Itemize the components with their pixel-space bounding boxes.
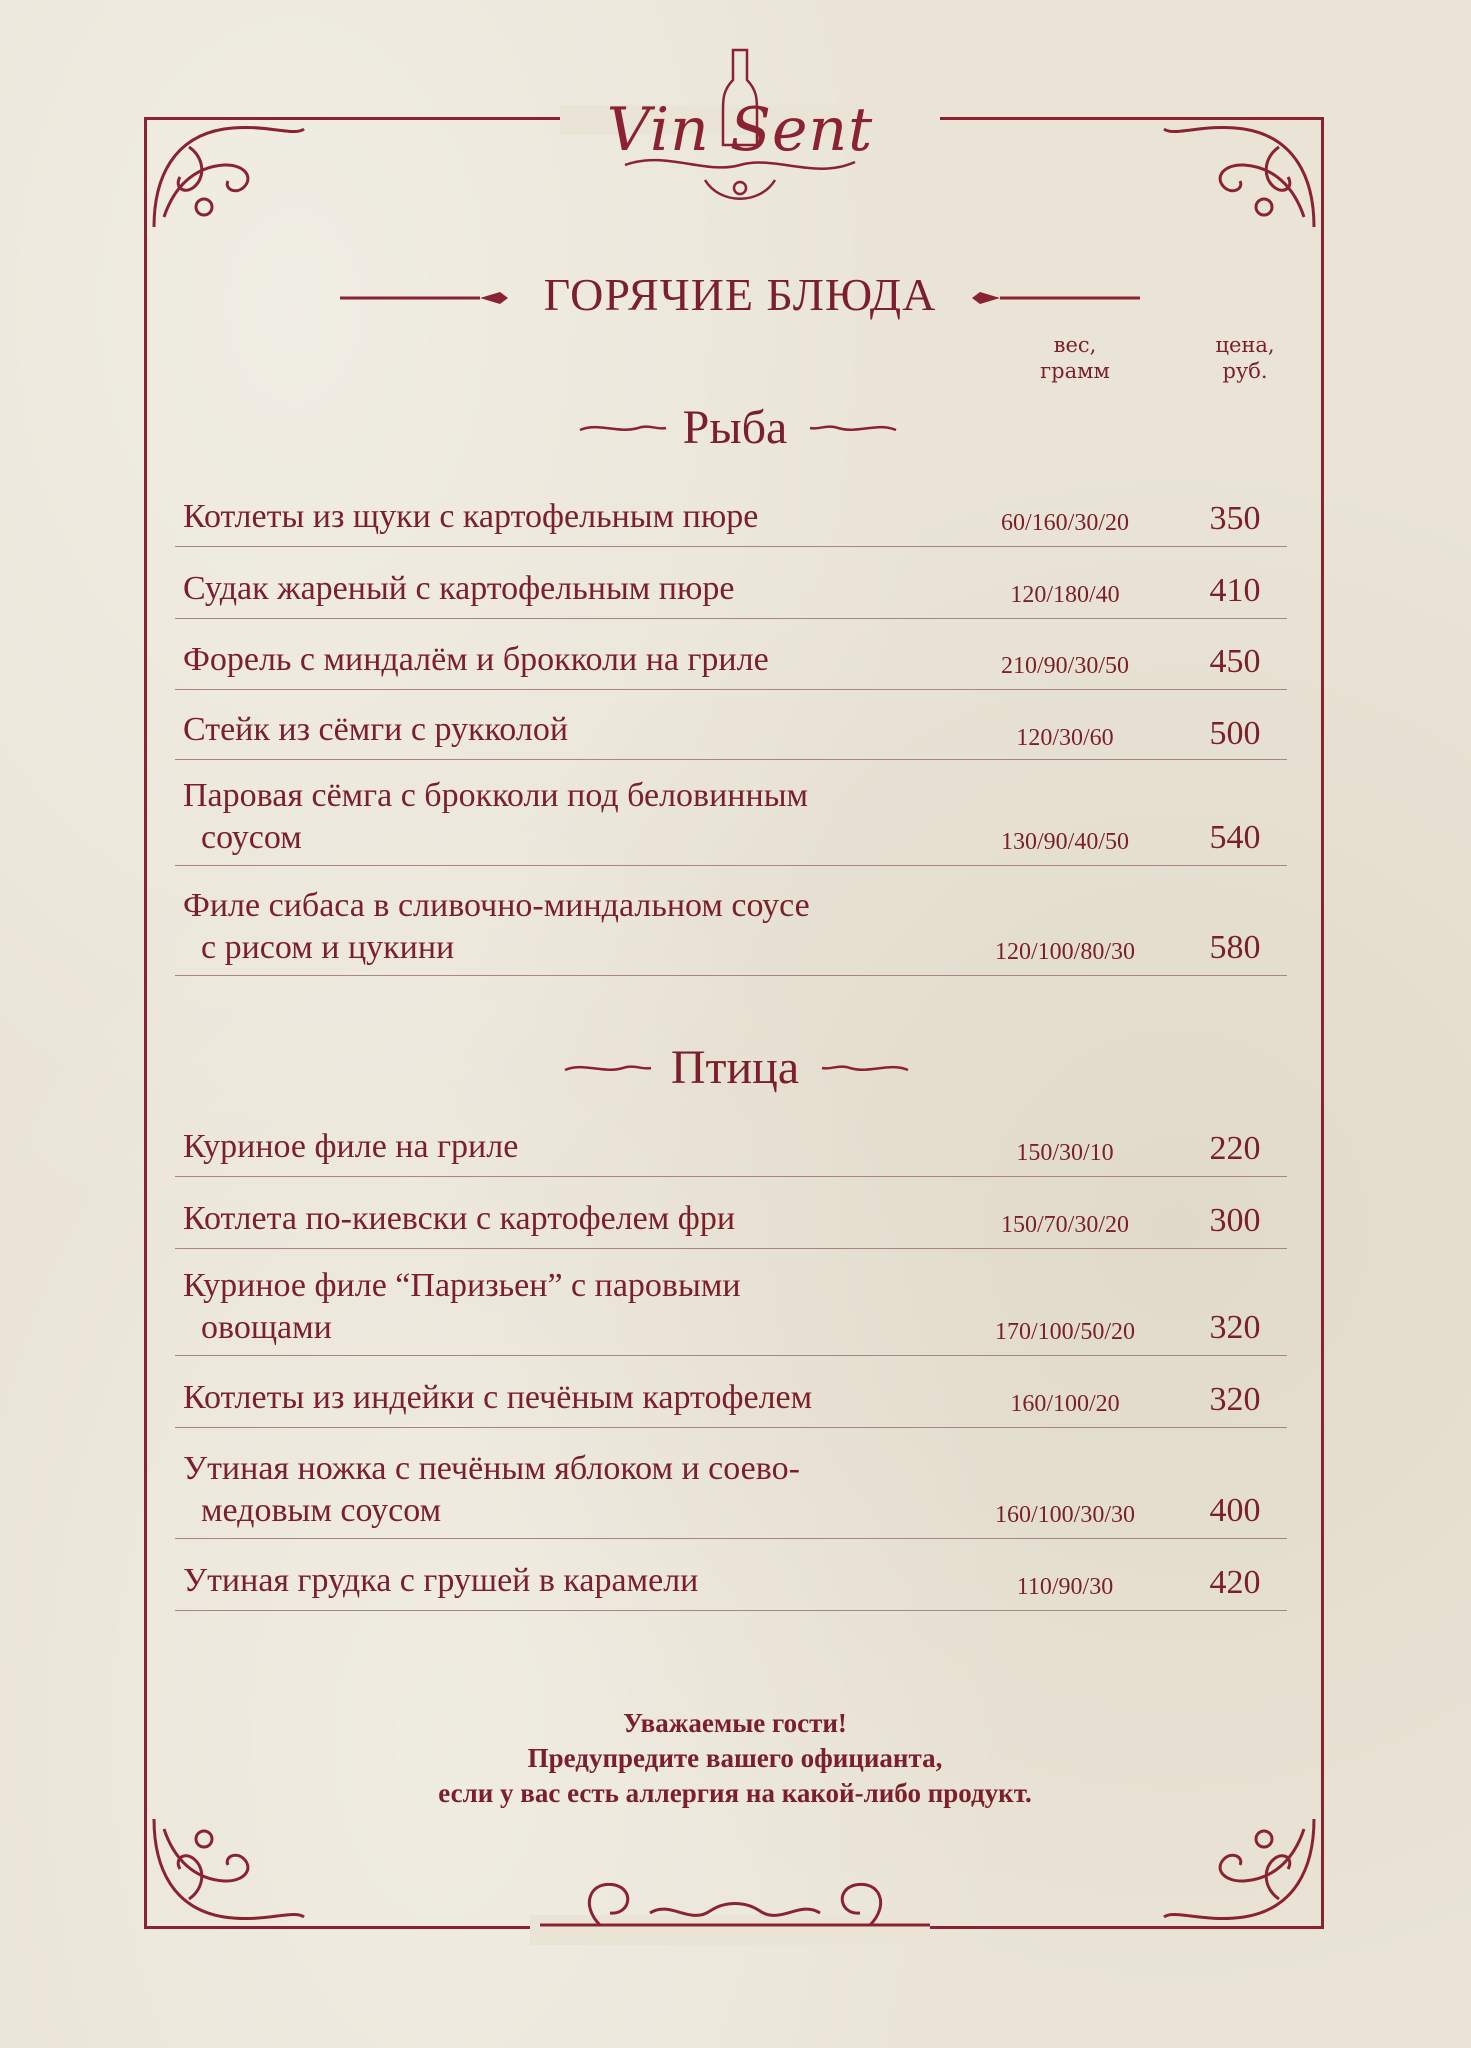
notice-line-1: Уважаемые гости! xyxy=(623,1708,847,1738)
item-name: Утиная грудка с грушей в карамели xyxy=(183,1562,699,1599)
menu-item xyxy=(175,1263,1287,1356)
menu-item xyxy=(175,883,1287,976)
item-name: Паровая сёмга с брокколи под беловинным соусом xyxy=(183,777,809,856)
title-flourish-left-icon xyxy=(340,290,510,306)
bottom-ornament-icon xyxy=(540,1855,930,1945)
item-weight: 120/30/60 xyxy=(1016,725,1114,751)
item-name: Форель с миндалём и брокколи на гриле xyxy=(183,641,769,678)
item-name: Куриное филе “Паризьен” с паровыми овощами xyxy=(183,1267,741,1346)
logo-text: Vin Sent xyxy=(606,95,874,165)
item-price: 410 xyxy=(1209,572,1261,609)
item-price: 450 xyxy=(1209,643,1261,680)
item-price: 500 xyxy=(1209,715,1261,752)
menu-item xyxy=(175,707,1287,760)
item-price: 320 xyxy=(1209,1309,1261,1346)
menu-item xyxy=(175,637,1287,690)
item-weight: 160/100/30/30 xyxy=(994,1502,1135,1528)
item-price: 350 xyxy=(1209,500,1261,537)
allergy-notice xyxy=(235,1706,1235,1811)
corner-ornament-top-left xyxy=(144,117,314,237)
item-name: Куриное филе на гриле xyxy=(183,1128,519,1165)
section-flourish-right-icon xyxy=(808,418,898,438)
menu-item xyxy=(175,1446,1287,1539)
menu-item xyxy=(175,1375,1287,1428)
menu-item xyxy=(175,494,1287,547)
price-label-line1: цена, xyxy=(1215,333,1275,357)
menu-item xyxy=(175,566,1287,619)
item-weight: 210/90/30/50 xyxy=(1000,653,1129,679)
item-weight: 150/30/10 xyxy=(1016,1140,1114,1166)
title-flourish-right-icon xyxy=(970,290,1140,306)
item-weight: 130/90/40/50 xyxy=(1000,829,1129,855)
price-label-line2: руб. xyxy=(1222,359,1268,383)
item-price: 420 xyxy=(1209,1564,1261,1601)
menu-item xyxy=(175,1558,1287,1611)
item-weight: 170/100/50/20 xyxy=(994,1319,1135,1345)
item-price: 580 xyxy=(1209,929,1261,966)
notice-line-3: если у вас есть аллергия на какой-либо продукт. xyxy=(438,1778,1032,1808)
section-flourish-right-icon xyxy=(820,1058,910,1078)
menu-item xyxy=(175,1196,1287,1249)
item-weight: 120/180/40 xyxy=(1010,582,1120,608)
item-price: 220 xyxy=(1209,1130,1261,1167)
item-price: 300 xyxy=(1209,1202,1261,1239)
item-name: Филе сибаса в сливочно-миндальном соусе с рисом и цукини xyxy=(183,887,810,966)
brand-logo xyxy=(585,40,895,210)
item-weight: 110/90/30 xyxy=(1016,1574,1114,1600)
item-name: Котлеты из щуки с картофельным пюре xyxy=(183,498,759,535)
corner-ornament-bottom-right xyxy=(1154,1809,1324,1929)
item-weight: 160/100/20 xyxy=(1010,1391,1120,1417)
item-name: Котлета по-киевски с картофелем фри xyxy=(183,1200,736,1237)
item-price: 540 xyxy=(1209,819,1261,856)
item-weight: 120/100/80/30 xyxy=(994,939,1135,965)
item-name: Котлеты из индейки с печёным картофелем xyxy=(183,1379,813,1416)
weight-label-line1: вес, xyxy=(1053,333,1097,357)
notice-line-2: Предупредите вашего официанта, xyxy=(527,1743,943,1773)
weight-label-line2: грамм xyxy=(1040,359,1110,383)
page-title-row xyxy=(340,268,1140,328)
section-title-poultry: Птица xyxy=(670,1041,800,1094)
corner-ornament-bottom-left xyxy=(144,1809,314,1929)
corner-ornament-top-right xyxy=(1154,117,1324,237)
menu-item xyxy=(175,773,1287,866)
section-title-fish: Рыба xyxy=(682,401,788,454)
item-weight: 60/160/30/20 xyxy=(1000,510,1129,536)
item-weight: 150/70/30/20 xyxy=(1000,1212,1129,1238)
page-frame xyxy=(144,117,1324,1929)
page-title: ГОРЯЧИЕ БЛЮДА xyxy=(543,269,937,320)
item-price: 400 xyxy=(1209,1492,1261,1529)
item-name: Стейк из сёмги с рукколой xyxy=(183,711,569,748)
weight-column-header xyxy=(1020,332,1130,384)
price-column-header xyxy=(1195,332,1295,384)
item-name: Судак жареный с картофельным пюре xyxy=(183,570,735,607)
menu-item xyxy=(175,1124,1287,1177)
item-price: 320 xyxy=(1209,1381,1261,1418)
item-name: Утиная ножка с печёным яблоком и соево- медовым соусом xyxy=(183,1450,800,1529)
